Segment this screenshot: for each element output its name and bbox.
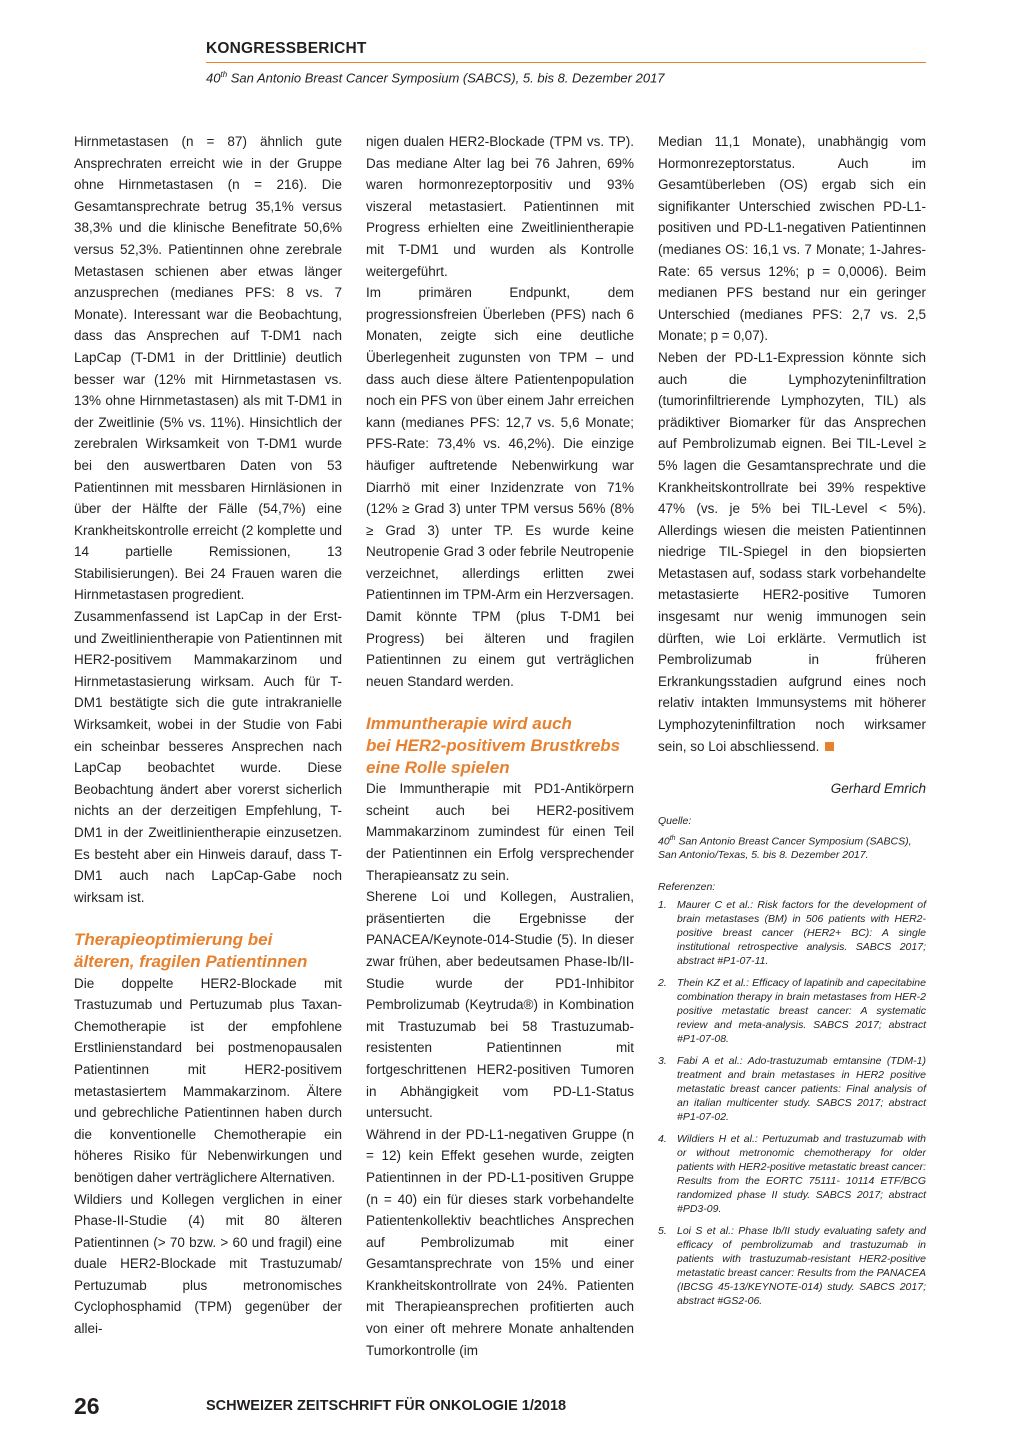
section-heading: Therapieoptimierung bei älteren, fragilen Patientinnen	[74, 930, 308, 971]
paragraph: Sherene Loi und Kollegen, Australien, präsentierten die Ergebnisse der PANACEA/Keynote-014-Studie (5). In dieser zwar frühen, aber bedeutsamen Phase-Ib/II-Studie wurde der PD1-Inhibitor Pembrolizumab (Keytruda®) in Kombination mit Trastuzumab bei 58 Trastuzumab-resistenten Patientinnen mit fortgeschrittenen HER2-positiven Tumoren in Abhängigkeit vom PD-L1-Status untersucht.	[366, 889, 634, 1121]
end-mark-icon	[825, 742, 834, 751]
paragraph: Wildiers und Kollegen verglichen in einer Phase-II-Studie (4) mit 80 älteren Patientinnen (> 70 bzw. > 60 und fragil) eine duale HER2-Blockade mit Trastuzumab/ Pertuzumab plus metronomisches Cyclophosphamid (TPM) gegenüber der allei-	[74, 1191, 342, 1337]
paragraph: Zusammenfassend ist LapCap in der Erst- und Zweitlinientherapie von Patientinnen mit HER2-positivem Mammakarzinom und Hirnmetastasierung wirksam. Auch für T-DM1 bestätigte sich die gute intrakranielle Wirksamkeit, wobei in der Studie von Fabi ein scheinbar besseres Ansprechen nach LapCap beobachtet wurde. Diese Beobachtung ändert aber vorerst sicherlich nichts an der derzeitigen Empfehlung, T-DM1 in der Zweitlinientherapie einzusetzen. Es besteht aber ein Hinweis darauf, dass T-DM1 auch nach LapCap-Gabe noch wirksam ist.	[74, 609, 342, 905]
references-label: Referenzen:	[658, 881, 716, 894]
reference-list	[658, 898, 926, 1308]
reference-item: 5. Loi S et al.: Phase Ib/II study evaluating safety and efficacy of pembrolizumab and trastuzumab in patients with trastuzumab-resistant HER2-positive metastatic breast cancer: Results from the PANACEA (IBCSG 45-13/KEYNOTE-014) study. SABCS 2017; abstract #GS2-06.	[658, 1225, 926, 1308]
paragraph: Im primären Endpunkt, dem progressionsfreien Überleben (PFS) nach 6 Monaten, zeigte sich eine deutliche Überlegenheit zugunsten von TPM – und dass auch diese ältere Patientenpopulation noch ein PFS von über einem Jahr erreichen kann (medianes PFS: 12,7 vs. 5,6 Monate; PFS-Rate: 73,4% vs. 46,2%). Die einzige häufiger auftretende Nebenwirkung war Diarrhö mit einer Inzidenzrate von 71% (12% ≥ Grad 3) unter TPM versus 56% (8% ≥ Grad 3) unter TP. Es wurde keine Neutropenie Grad 3 oder febrile Neutropenie verzeichnet, allerdings erlitten zwei Patientinnen im TPM-Arm ein Herzversagen. Damit könnte TPM (plus T-DM1 bei Progress) bei älteren und fragilen Patientinnen zu einem gut verträglichen neuen Standard werden.	[366, 285, 634, 689]
section-heading: Immuntherapie wird auch bei HER2-positivem Brustkrebs eine Rolle spielen	[366, 714, 621, 777]
author: Gerhard Emrich	[830, 781, 926, 797]
header-rule	[206, 62, 926, 63]
section-title: KONGRESSBERICHT	[206, 40, 367, 57]
column-3	[658, 131, 926, 1316]
reference-item: 2. Thein KZ et al.: Efficacy of lapatinib and capecitabine combination therapy in brain metastases from HER-2 positive metastatic breast cancer: A systematic review and meta-analysis. SABCS 2017; abstract #P1-07-08.	[658, 977, 926, 1046]
source-label: Quelle:	[658, 814, 692, 827]
paragraph: Die Immuntherapie mit PD1-Antikörpern scheint auch bei HER2-positivem Mammakarzinom zumindest für einen Teil der Patientinnen ein Erfolg versprechender Therapieansatz zu sein.	[366, 781, 634, 883]
journal-title: SCHWEIZER ZEITSCHRIFT FÜR ONKOLOGIE 1/2018	[206, 1398, 567, 1414]
paragraph: nigen dualen HER2-Blockade (TPM vs. TP). Das mediane Alter lag bei 76 Jahren, 69% waren hormonrezeptorpositiv und 93% viszeral metastasiert. Patientinnen mit Progress erhielten eine Zweitlinientherapie mit T-DM1 und wurden als Kontrolle weitergeführt.	[366, 134, 634, 279]
reference-item: 3. Fabi A et al.: Ado-trastuzumab emtansine (TDM-1) treatment and brain metastases in HER2 positive metastatic breast cancer patients: Final analysis of an italian multicenter study. SABCS 2017; abstract #P1-07-02.	[658, 1055, 926, 1124]
page-number: 26	[74, 1393, 100, 1419]
paragraph: Die doppelte HER2-Blockade mit Trastuzumab und Pertuzumab plus Taxan-Chemotherapie ist der empfohlene Erstlinienstandard bei postmenopausalen Patientinnen mit HER2-positivem metastasiertem Mammakarzinom. Ältere und gebrechliche Patientinnen haben durch die konventionelle Chemotherapie ein höheres Risiko für Nebenwirkungen und benötigen daher verträglichere Alternativen.	[74, 975, 342, 1185]
reference-item: 4. Wildiers H et al.: Pertuzumab and trastuzumab with or without metronomic chemotherapy for older patients with HER2-positive metastatic breast cancer: Results from the EORTC 75111- 10114 ETF/BCG randomized phase II study. SABCS 2017; abstract #PD3-09.	[658, 1133, 926, 1216]
column-1	[74, 131, 342, 1340]
reference-item: 1. Maurer C et al.: Risk factors for the development of brain metastases (BM) in 506 patients with HER2-positive breast cancer (HER2+ BC): A single institutional retrospective analysis. SABCS 2017; abstract #P1-07-11.	[658, 899, 926, 968]
paragraph: Median 11,1 Monate), unabhängig vom Hormonrezeptorstatus. Auch im Gesamtüberleben (OS) ergab sich ein signifikanter Unterschied zwischen PD-L1-positiven und PD-L1-negativen Patientinnen (medianes OS: 16,1 vs. 7 Monate; 1-Jahres-Rate: 65 versus 12%; p = 0,0006). Beim medianen PFS bestand nur ein geringer Unterschied (medianes PFS: 2,7 vs. 2,5 Monate; p = 0,07).	[658, 134, 926, 344]
source-text: 40th San Antonio Breast Cancer Symposium (SABCS), San Antonio/Texas, 5. bis 8. Dezember 2017.	[658, 834, 912, 862]
paragraph: Neben der PD-L1-Expression könnte sich auch die Lymphozyteninfiltration (tumorinfiltrierende Lymphozyten, TIL) als prädiktiver Biomarker für das Ansprechen auf Pembrolizumab eignen. Bei TIL-Level ≥ 5% lagen die Gesamtansprechrate und die Krankheitskontrollrate bei 39% respektive 47% (vs. je 5% bei TIL-Level < 5%). Allerdings wiesen die meisten Patientinnen niedrige TIL-Spiegel in den biopsierten Metastasen auf, sodass stark vorbehandelte metastasierte HER2-positive Tumoren insgesamt nur wenig immunogen sein dürften, wie Loi erklärte. Vermutlich ist Pembrolizumab in früheren Erkrankungsstadien aufgrund eines noch relativ intakten Immunsystems mit höherer Lymphozyteninfiltration noch wirksamer sein, so Loi abschliessend.	[658, 349, 926, 754]
header-subtitle: 40th San Antonio Breast Cancer Symposium (SABCS), 5. bis 8. Dezember 2017	[206, 70, 665, 86]
paragraph: Während in der PD-L1-negativen Gruppe (n = 12) kein Effekt gesehen wurde, zeigten Patientinnen in der PD-L1-positiven Gruppe (n = 40) ein für dieses stark vorbehandelte Patientenkollektiv beachtliches Ansprechen auf Pembrolizumab mit einer Gesamtansprechrate von 15% und einer Krankheitskontrollrate von 24%. Patienten mit Therapieansprechen profitierten auch von einer oft mehrere Monate anhaltenden Tumorkontrolle (im	[366, 1126, 634, 1358]
paragraph: Hirnmetastasen (n = 87) ähnlich gute Ansprechraten erreicht wie in der Gruppe ohne Hirnmetastasen (n = 216). Die Gesamtansprechrate betrug 35,1% versus 38,3% und die klinische Benefitrate 50,6% versus 52,3%. Patientinnen ohne zerebrale Metastasen schienen aber etwas länger anzusprechen (medianes PFS: 8 vs. 7 Monate). Interessant war die Beobachtung, dass das Ansprechen auf T-DM1 nach LapCap (T-DM1 in der Drittlinie) deutlich besser war (12% mit Hirnmetastasen vs. 13% ohne Hirnmetastasen) als mit T-DM1 in der Zweitlinie (5% vs. 11%). Hinsichtlich der zerebralen Wirksamkeit von T-DM1 wurde bei den auswertbaren Daten von 53 Patientinnen mit messbaren Hirnläsionen in über der Hälfte der Fälle (54,7%) eine Krankheitskontrolle erreicht (2 komplette und 14 partielle Remissionen, 13 Stabilisierungen). Bei 24 Frauen waren die Hirnmetastasen progredient.	[74, 134, 342, 603]
column-2	[366, 131, 634, 1361]
